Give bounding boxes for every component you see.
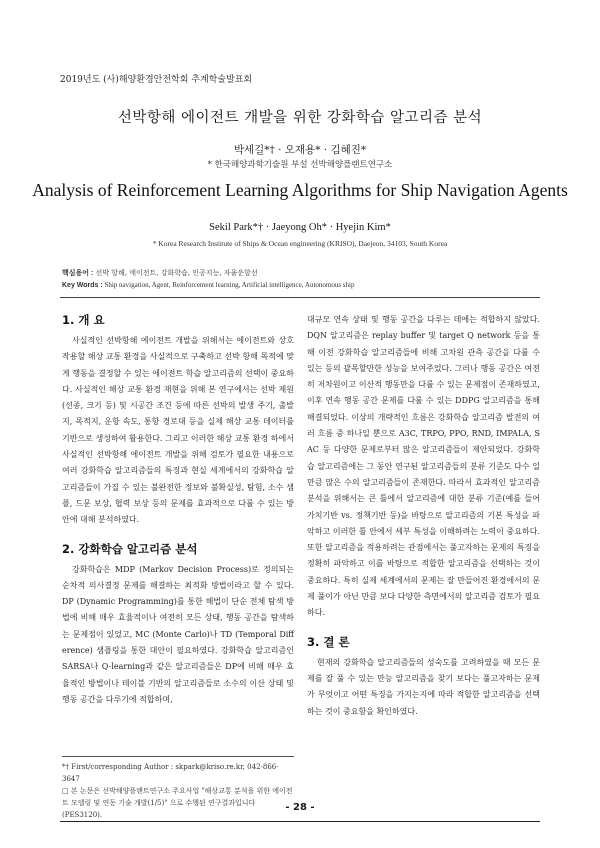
section-3-body: 현재의 강화학습 알고리즘들의 성숙도를 고려하였을 때 모든 문제를 잘 풀 수 있는 만능 알고리즘을 찾기 보다는 풀고자하는 문제가 무엇이고 어떤 특징을 가지는지에 따라 적합한 알고리즘을 선택하는 것이 중요함을 확인하였다. <box>307 657 540 716</box>
authors-korean: 박세길*† · 오재용* · 김혜진* <box>233 144 367 156</box>
keywords-english-label: Key Words : <box>62 282 103 289</box>
header-divider <box>60 297 540 298</box>
page-number: - 28 - <box>285 802 315 813</box>
affiliation-english: * Korea Research Institute of Ships & Ocean engineering (KRISO), Daejeon, 34103, South Korea <box>152 239 448 248</box>
footnote-author: *† First/corresponding Author : skpark@kriso.re.kr, 042-866-3647 <box>62 763 279 783</box>
footer-divider <box>60 821 540 822</box>
right-column <box>307 312 540 720</box>
keywords-korean-label: 핵심용어 : <box>62 270 94 277</box>
section-1-heading: 1. 개 요 <box>62 313 105 327</box>
keywords-english-text: Ship navigation, Agent, Reinforcement learning, Artificial intelligence, Autonomous ship <box>102 281 355 289</box>
keywords-korean <box>62 268 258 278</box>
footnote-divider <box>62 756 294 757</box>
keywords-english <box>62 281 354 289</box>
section-2-body-continued: 대규모 연속 상태 및 행동 공간을 다루는 데에는 적합하지 않았다. DQN 알고리즘은 replay buffer 및 target Q network 등을 통해 이전 강화학습 알고리즘들에 비해 고차원 관측 공간을 다룰 수 있는 등의 괄목할만한 성능을 보여주었다. 그러나 행동 공간은 여전히 저차원이고 이산적 행동만을 다룰 수 있는 문제점이 존재하였고, 이후 연속 행동 공간 문제를 다룰 수 있는 DDPG 알고리즘을 통해 해결되었다. 이상의 개략적인 흐름은 강화학습 알고리즘 발전의 여러 흐름 중 하나일 뿐으로 A3C, TRPO, PPO, RND, IMPALA, SAC 등 다양한 문제로부터 많은 알고리즘들이 제안되었다. 강화학습 알고리즘에는 그 동안 연구된 알고리즘들의 분류 기준도 다수 일 만큼 많은 수의 알고리즘들이 존재한다. 따라서 효과적인 알고리즘 분석을 위해서는 큰 틀에서 알고리즘에 대한 분류 기준(예를 들어 가치기반 vs. 정책기반 등)을 바탕으로 알고리즘의 기본 특성을 파악하고 이러한 틀 안에서 세부 특성을 이해하려는 노력이 중요하다. 또한 알고리즘을 적용하려는 관점에서는 풀고자하는 문제의 특징을 정확히 파악하고 이를 바탕으로 적합한 알고리즘을 선택하는 것이 중요하다. 특히 실제 세계에서의 문제는 잘 만들어진 환경에서의 문제 풀이가 아닌 만큼 보다 다양한 측면에서의 알고리즘 검토가 필요하다. <box>307 315 540 618</box>
section-2-heading: 2. 강화학습 알고리즘 분석 <box>62 541 198 556</box>
authors-english: Sekil Park*† · Jaeyong Oh* · Hyejin Kim* <box>209 222 391 233</box>
title-english: Analysis of Reinforcement Learning Algorithms for Ship Navigation Agents <box>32 180 568 200</box>
conference-header: 2019년도 (사)해양환경안전학회 추계학술발표회 <box>60 75 253 85</box>
keywords-korean-text: 선박 항해, 에이전트, 강화학습, 인공지능, 자율운항선 <box>93 269 258 277</box>
section-3-heading: 3. 결 론 <box>307 634 350 649</box>
affiliation-korean: * 한국해양과학기술원 부설 선박해양플랜트연구소 <box>207 160 393 170</box>
left-column <box>62 312 294 708</box>
title-korean: 선박항해 에이전트 개발을 위한 강화학습 알고리즘 분석 <box>117 110 483 126</box>
footnote-funding: □ 본 논문은 선박해양플랜트연구소 주요사업 "해상교통 분석을 위한 에이전트 모델링 및 연동 기술 개발(1/5)" 으로 수행된 연구결과입니다(PES3120). <box>62 787 293 819</box>
section-2-body: 강화학습은 MDP (Markov Decision Process)로 정의되는 순차적 의사결정 문제를 해결하는 최적화 방법이라고 할 수 있다. DP (Dynamic Programming)를 통한 해법이 단순 전체 탐색 방법에 비해 매우 효율적이나 여전히 모든 상태, 행동 공간을 탐색하는 문제점이 있었고, MC (Monte Carlo)나 TD (Temporal Difference) 샘플링을 통한 대안이 필요하였다. 강화학습 알고리즘인 SARSA나 Q-learning과 같은 알고리즘들은 DP에 비해 매우 효율적인 방법이나 테이블 기반의 알고리즘들로 소수의 이산 상태 및 행동 공간을 다루기에 적합하며, <box>62 564 294 704</box>
section-1-body: 사실적인 선박항해 에이전트 개발을 위해서는 에이전트와 상호작용할 해상 교통 환경을 사실적으로 구축하고 선박 항해 목적에 맞게 행동을 결정할 수 있는 에이전트 학습 알고리즘의 선택이 중요하다. 사실적인 해상 교통 환경 재현을 위해 본 연구에서는 선박 제원(선종, 크기 등) 및 시공간 조건 등에 따른 선박의 발생 주기, 출발지, 목적지, 운항 속도, 통항 경로대 등을 실제 해상 교통 데이터를 기반으로 생성하여 활용한다. 그리고 이러한 해상 교통 환경 하에서 사실적인 선박항해 에이전트 개발을 위해 검토가 필요한 내용으로 여러 강화학습 알고리즘들의 특징과 현실 세계에서의 강화학습 알고리즘들이 가질 수 있는 불완전한 정보와 불확실성, 탐험, 소수 샘플, 드문 보상, 협력 보상 등의 문제를 효과적으로 다룰 수 있는 방안에 대해 분석하였다. <box>62 336 294 525</box>
